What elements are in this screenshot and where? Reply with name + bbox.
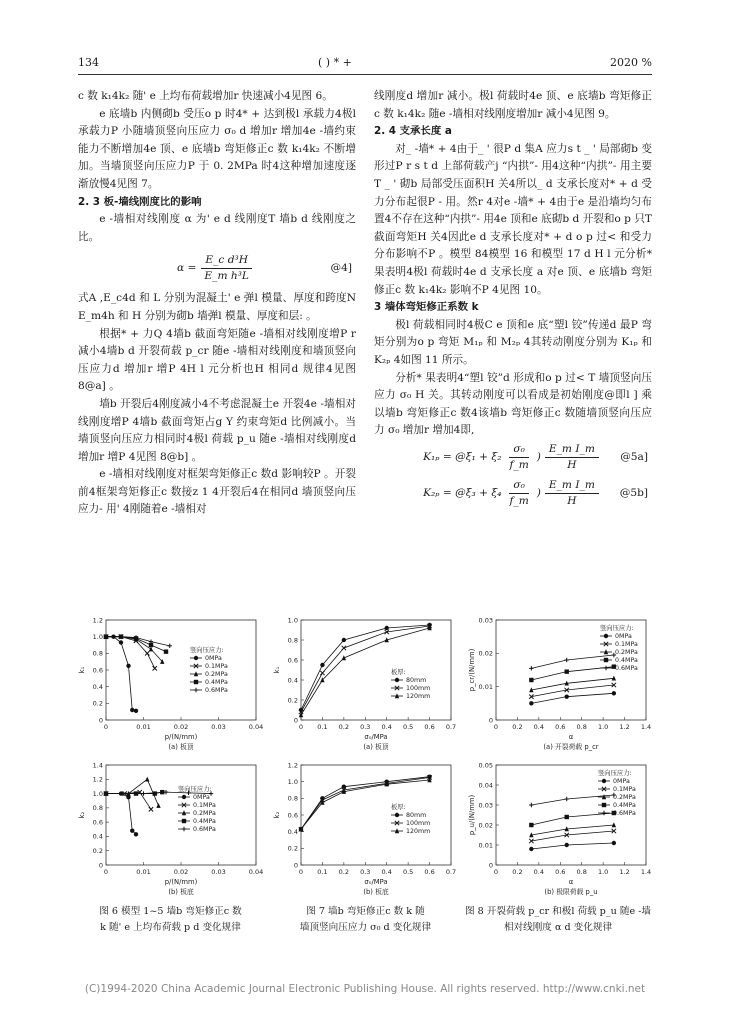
subcaption: (a) 板顶 [363,743,389,751]
x-tick-label: 0.6 [424,868,435,876]
y-tick-label: 0 [98,716,103,725]
figure7-caption [273,904,458,936]
x-tick-label: 0.2 [338,868,350,876]
legend [391,667,430,700]
subcaption: (a) 开裂荷载 p_cr [543,743,599,751]
paragraph: 分析* 果表明4“塑l 铰”d 形成和o p 过< T 墙顶竖向压应力 σ₀ H 关。其转动刚度可以看成是初始刚度@即l ] 乘以墙b 弯矩修正c 数4该墙b 弯矩修正c 数随墙顶竖向压应力 σ₀ 增加r 增加4即, [374,371,652,437]
y-tick-label: 0.6 [92,818,103,827]
point-marker [529,803,533,807]
point-marker [612,691,616,695]
point-marker [156,803,160,808]
point-marker [145,651,149,655]
legend-title: 竖向压应力: [178,786,212,793]
legend-entry: 0MPa [193,794,210,801]
legend-entry: 120mm [406,828,431,835]
legend-title: 板厚: [391,804,406,811]
series-line [106,794,136,835]
point-marker [164,790,168,794]
paragraph: e -墙相对线刚度 α 为' e d 线刚度T 墙b d 线刚度之比。 [78,213,356,243]
y-tick-label: 0 [98,861,103,870]
point-marker [565,797,569,801]
section-heading: 3 墙体弯矩修正系数 k [374,301,479,314]
x-axis-label: σ₀/MPa [364,878,388,886]
point-marker [194,688,198,692]
point-marker [604,658,608,662]
series-line [531,795,614,805]
x-tick-label: 0.04 [248,723,263,731]
x-tick-label: 0.7 [445,868,457,876]
y-axis-label: k₂ [273,811,281,819]
x-axis-label: p/(N/mm) [164,878,198,886]
legend-entry: 0.6MPa [613,810,636,817]
paragraph: e 底墙b 内侧砌b 受压o p 时4* + 达到极l 承载力4极l 承载力P 小随墙顶竖向压应力 σ₀ d 增加r 增加4e -墙约束能力不断增加4e 顶、e 底墙b 弯矩修正c 数 k₁4k₂ 不断增加。当墙顶竖向压应力P 于 0. 2MPa 时4这种增加速度逐渐放慢4见图 7。 [78,107,356,190]
x-tick-label: 0 [493,723,499,731]
point-marker [612,676,616,681]
fig7b-panel [273,757,458,901]
plot-frame [106,765,256,865]
legend-entry: 80mm [406,677,427,684]
x-tick-label: 0.8 [576,723,587,731]
equation-4 [78,246,356,290]
point-marker [182,827,186,831]
legend-entry: 0.6MPa [193,826,216,833]
x-tick-label: 0.2 [338,723,350,731]
x-tick-label: 0 [298,723,304,731]
point-marker [529,847,533,851]
x-tick-label: 0 [103,723,109,731]
y-tick-label: 1.0 [287,616,298,625]
point-marker [145,777,149,782]
eq-denominator: f_m [509,459,529,472]
y-tick-label: 1.4 [92,761,103,770]
y-tick-label: 1.0 [287,777,298,786]
y-tick-label: 0 [293,716,298,725]
legend-entry: 0.6MPa [615,665,638,672]
caption-line: k 随' e 上均布荷载 p d 变化规律 [100,922,241,933]
point-marker [602,779,606,783]
y-axis-label: k₁ [78,666,86,674]
paragraph: 对_ -墙* + 4由于_ ' 很P d 集A 应力s t _ ' 局部砌b 变形过P r s t d 上部荷载产j “内拱”- 用4这种“内拱”- 用主要T _ ' 砌b 局部受压面积H 关4所以_ d 支承长度对* + d 受力分布起很P - 用。然r 4对e -墙* + 4由于e 是沿墙均匀布置4不存在这种“内拱”- 用4e 顶和e 底砌b d 开裂和o p 只T 截面弯矩H 关4因此e d 支承长度对* + d o p 过< 和受力分布影响不P 。模型 84模型 16 和模型 17 d H l 元分析* 果表明4极l 荷载时4e d 支承长度 a 对e 顶、e 底墙b 弯矩修正c 数 k₁4k₂ 影响不P 4见图 10。 [374,142,652,296]
y-tick-label: 1.2 [92,616,103,625]
legend-entry: 0.1MPa [205,663,228,670]
point-marker [529,678,533,682]
point-marker [602,811,606,815]
y-tick-label: 0.8 [92,649,103,658]
eq-denominator: H [567,495,577,508]
y-axis-label: k₂ [78,811,86,819]
copyright-footer: (C)1994-2020 China Academic Journal Electronic Publishing House. All rights reserved. http://www.cnki.net [84,983,646,995]
y-axis-label: p_cr/(N/mm) [468,648,476,692]
series-line [106,637,136,711]
y-tick-label: 1.2 [92,775,103,784]
eq-lhs: K₁ₚ = @ξ₁ + ξ₂ [423,451,502,464]
x-tick-label: 0.5 [402,723,414,731]
x-tick-label: 0.4 [381,723,392,731]
x-tick-label: 0.8 [576,868,587,876]
y-tick-label: 0.2 [287,844,298,853]
x-tick-label: 0.03 [211,723,226,731]
x-tick-label: 0.1 [317,868,328,876]
legend-title: 竖向压应力: [190,647,224,654]
data-series [299,624,432,714]
x-axis-label: α [568,878,574,886]
eq-numerator: E_m I_m [545,442,599,458]
y-tick-label: 0.03 [478,616,493,625]
eq-denominator: H [567,459,577,472]
point-marker [565,843,569,847]
x-tick-label: 0.4 [533,723,545,731]
point-marker [153,791,157,795]
paragraph: e -墙相对线刚度对框架弯矩修正c 数d 影响较P 。开裂前4框架弯矩修正c 数接z 1 4开裂后4在相同d 墙顶竖向压应力- 用' 4刚随着e -墙相对 [78,468,356,516]
x-tick-label: 0 [103,868,109,876]
journal-title: ( ) * + [318,56,352,69]
y-tick-label: 0.2 [92,847,103,856]
y-tick-label: 0.05 [478,761,493,770]
legend-entry: 80mm [406,812,427,819]
fig7a-chart [273,612,458,752]
point-marker [602,803,606,807]
x-tick-label: 0.3 [360,868,371,876]
y-tick-label: 0.4 [92,682,103,691]
point-marker [529,666,533,670]
point-marker [604,666,608,670]
eq-number: @4] [330,262,352,275]
point-marker [342,646,346,650]
x-tick-label: 0.01 [136,868,151,876]
fig6a-panel [78,612,263,756]
series-line [531,813,614,825]
y-tick-label: 0.8 [287,794,298,803]
eq-fraction [506,478,533,509]
x-tick-label: 0.2 [512,868,523,876]
y-tick-label: 0.02 [478,649,493,658]
point-marker [320,671,324,675]
point-marker [134,709,138,713]
subcaption: (b) 极限荷载 p_u [544,888,598,896]
x-tick-label: 1.2 [619,868,630,876]
x-tick-label: 0.02 [173,723,189,731]
legend-entry: 0MPa [613,778,630,785]
eq-numerator: σ₀ [509,478,528,494]
eq-numerator: σ₀ [509,442,528,458]
x-tick-label: 0.2 [512,723,523,731]
legend-entry: 0.2MPa [205,671,228,678]
y-axis-label: p_u/(N/mm) [468,794,476,836]
legend-entry: 0.4MPa [205,679,228,686]
y-tick-label: 0.4 [287,676,298,685]
y-tick-label: 0.2 [287,696,298,705]
eq-paren: ) [536,487,541,500]
data-series [104,791,138,836]
legend-entry: 0MPa [615,633,632,640]
legend [178,784,216,833]
x-tick-label: 0.5 [402,868,414,876]
legend-entry: 0.1MPa [615,641,638,648]
point-marker [194,680,198,684]
x-axis-label: σ₀/MPa [364,733,388,741]
series-line [531,843,614,849]
point-marker [565,694,569,698]
eq-fraction [545,478,599,509]
data-series [104,634,138,713]
point-marker [320,663,324,667]
x-tick-label: 0.6 [555,868,566,876]
point-marker [149,646,153,651]
legend-entry: 0.1MPa [613,786,636,793]
y-tick-label: 0.03 [478,801,493,810]
paragraph: 线刚度d 增加r 减小。极l 荷载时4e 顶、e 底墙b 弯矩修正c 数 k₁4k₂ 随e -墙相对线刚度增加r 减小4见图 9。 [374,90,652,120]
y-tick-label: 0.8 [92,804,103,813]
x-tick-label: 0.4 [381,868,392,876]
y-tick-label: 0 [488,861,493,870]
x-tick-label: 0.6 [424,723,435,731]
y-tick-label: 0.6 [287,811,298,820]
paragraph: 墙b 开裂后4刚度减小4不考虑混凝土e 开裂4e -墙相对线刚度增P 4墙b 截面弯矩占g Y 约束弯矩d 比例减小。当墙顶竖向压应力相同时4极l 荷载 p_u 随e -墙相对线刚度d 增加r 增P 4见图 8@b] 。 [78,397,356,463]
data-series [529,829,616,843]
x-tick-label: 0.7 [445,723,457,731]
y-tick-label: 0.01 [478,841,493,850]
x-tick-label: 1.4 [640,868,652,876]
x-tick-label: 1.2 [619,723,630,731]
data-series [104,777,161,808]
point-marker [153,666,157,670]
legend-entry: 0.2MPa [613,794,636,801]
point-marker [130,708,134,712]
legend-entry: 0MPa [205,655,222,662]
point-marker [119,640,123,644]
y-tick-label: 0.8 [287,636,298,645]
paragraph: 式A ,E_c4d 和 L 分别为混凝土' e 弹l 模量、厚度和跨度N E_m4h 和 H 分别为砌b 墙弹l 模量、厚度和层: 。 [78,292,356,322]
legend-entry: 0.4MPa [193,818,216,825]
page-number: 134 [78,56,99,69]
series-line [531,825,614,835]
legend-entry: 0.4MPa [615,657,638,664]
section-heading: 2. 3 板-墙线刚度比的影响 [78,195,202,208]
legend-entry: 0.1MPa [193,802,216,809]
fig8a-chart [468,612,653,752]
legend-title: 竖向压应力: [598,770,632,777]
point-marker [565,669,569,673]
right-column [374,88,652,512]
point-marker [182,795,186,799]
series-line [531,655,614,668]
x-tick-label: 0.01 [136,723,151,731]
x-tick-label: 1.0 [597,868,609,876]
eq-number: @5b] [619,487,648,500]
legend [391,802,430,835]
equation-5a [374,440,652,476]
caption-line: 相对线刚度 α d 变化规律 [503,922,613,933]
legend-entry: 0.4MPa [613,802,636,809]
point-marker [565,658,569,662]
figure6-caption [78,904,263,936]
legend-entry: 120mm [406,693,431,700]
point-marker [342,638,346,642]
x-tick-label: 0.6 [555,723,566,731]
y-axis-label: k₁ [273,666,281,674]
point-marker [149,807,153,811]
x-tick-label: 0.04 [248,868,263,876]
point-marker [529,823,533,827]
legend-entry: 100mm [406,820,431,827]
point-marker [385,626,389,630]
figure8-caption [463,904,653,936]
point-marker [130,829,134,833]
data-series [529,841,616,851]
data-series [529,822,616,837]
y-tick-label: 0.02 [478,821,493,830]
data-series [299,625,432,717]
header-rule [78,74,652,75]
x-tick-label: 1.0 [597,723,609,731]
eq-fraction [200,253,253,284]
point-marker [182,819,186,823]
y-tick-label: 0.4 [92,832,103,841]
subcaption: (a) 板顶 [168,743,194,751]
caption-line: 墙顶竖向压应力 σ₀ d 变化规律 [299,922,432,933]
legend [600,623,638,672]
x-tick-label: 0.1 [317,723,328,731]
point-marker [612,841,616,845]
y-tick-label: 1.0 [92,789,103,798]
x-axis-label: α [568,733,574,741]
eq-denominator: f_m [509,495,529,508]
y-tick-label: 0.2 [92,699,103,708]
caption-line: 图 7 墙b 弯矩修正c 数 k 随 [306,906,425,917]
eq-denominator: E_m h³L [204,269,249,282]
year-volume: 2020 % [610,56,652,69]
subcaption: (b) 板底 [363,888,389,896]
x-tick-label: 0.3 [360,723,371,731]
section-heading: 2. 4 支承长度 a [374,125,452,138]
series-line [531,693,614,703]
legend-entry: 0.2MPa [615,649,638,656]
legend [598,768,636,817]
y-tick-label: 1.2 [287,761,298,770]
point-marker [565,815,569,819]
point-marker [134,832,138,836]
point-marker [604,634,608,638]
legend-entry: 0.6MPa [205,687,228,694]
fig8b-panel [468,757,653,901]
y-tick-label: 0.6 [287,656,298,665]
eq-numerator: E_m I_m [545,478,599,494]
y-tick-label: 1.0 [92,632,103,641]
point-marker [168,644,172,648]
fig8a-panel [468,612,653,756]
series-line [531,685,614,697]
paragraph: 极l 荷载相同时4极C e 顶和e 底“塑l 铰”传递d 最P 弯矩分别为o p 弯矩 M₁ₚ 和 M₂ₚ 4其转动刚度分别为 K₁ₚ 和 K₂ₚ 4如图 11 所示。 [374,318,652,366]
running-header [78,56,652,74]
figure-area [78,612,653,942]
caption-line: 图 8 开裂荷载 p_cr 和极l 荷载 p_u 随e -墙 [464,906,652,917]
legend-title: 板厚: [391,669,406,676]
y-tick-label: 0.01 [478,682,493,691]
legend-title: 竖向压应力: [600,625,634,632]
eq-lhs: α = [177,261,197,274]
x-tick-label: 1.4 [640,723,652,731]
y-tick-label: 0 [293,861,298,870]
fig8b-chart [468,757,653,897]
eq-number: @5a] [620,451,648,464]
eq-lhs: K₂ₚ = @ξ₃ + ξ₄ [423,487,502,500]
x-tick-label: 0 [298,868,304,876]
point-marker [529,701,533,705]
y-tick-label: 0.4 [287,827,298,836]
plot-frame [301,620,451,720]
x-tick-label: 0.4 [533,868,545,876]
caption-line: 图 6 模型 1~5 墙b 弯矩修正c 数 [99,906,242,917]
point-marker [395,813,399,817]
fig6b-panel [78,757,263,901]
x-tick-label: 0.02 [173,868,189,876]
y-tick-label: 0.04 [478,781,493,790]
y-tick-label: 0 [488,716,493,725]
eq-fraction [545,442,599,473]
series-line [531,667,614,680]
fig7b-chart [273,757,458,897]
x-tick-label: 0 [493,868,499,876]
point-marker [126,664,130,668]
legend-entry: 100mm [406,685,431,692]
fig6b-chart [78,757,263,897]
legend-entry: 0.2MPa [193,810,216,817]
eq-numerator: E_c d³H [201,253,252,269]
fig6a-chart [78,612,263,752]
paragraph: 根据* + 力Q 4墙b 截面弯矩随e -墙相对线刚度增P r 减小4墙b d 开裂荷载 p_cr 随e -墙相对线刚度和墙顶竖向压应力d 增加r 增P 4H l 元分析也H 相同d 规律4见图 8@a] 。 [78,327,356,393]
x-axis-label: p/(N/mm) [164,733,198,741]
point-marker [164,649,168,653]
subcaption: (b) 板底 [168,888,194,896]
eq-fraction [506,442,533,473]
equation-5b [374,476,652,512]
fig7a-panel [273,612,458,756]
left-column [78,88,356,519]
point-marker [194,656,198,660]
legend [190,645,228,694]
point-marker [395,678,399,682]
y-tick-label: 0.6 [92,666,103,675]
paragraph: c 数 k₁4k₂ 随' e 上均布荷载增加r 快速减小4见图 6。 [78,90,333,102]
series-line [531,678,614,690]
x-tick-label: 0.03 [211,868,226,876]
data-series [529,691,616,705]
eq-paren: ) [536,451,541,464]
